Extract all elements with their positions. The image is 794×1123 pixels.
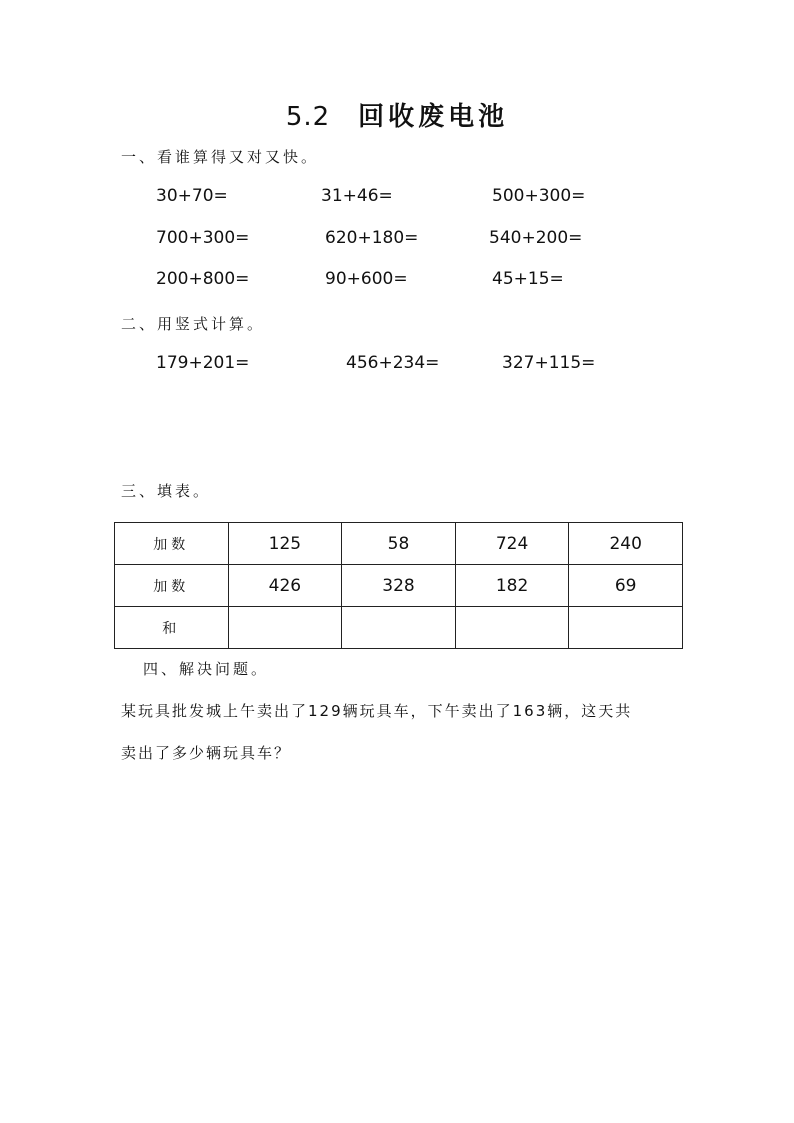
mental-math-item: 90+600= xyxy=(325,269,408,289)
addition-table xyxy=(114,522,683,649)
vertical-calc-item: 179+201= xyxy=(156,353,250,373)
table-cell: 69 xyxy=(569,565,683,607)
table-cell: 328 xyxy=(342,565,456,607)
section4-heading: 四、解决问题。 xyxy=(143,660,270,678)
mental-math-item: 30+70= xyxy=(156,186,228,206)
word-problem-line: 卖出了多少辆玩具车？ xyxy=(121,744,292,762)
section3-heading: 三、填表。 xyxy=(121,482,212,500)
table-cell: 58 xyxy=(342,523,456,565)
mental-math-item: 620+180= xyxy=(325,228,419,248)
row-label: 和 xyxy=(115,607,229,649)
table-row xyxy=(115,523,683,565)
mental-math-item: 540+200= xyxy=(489,228,583,248)
answer-cell xyxy=(228,607,342,649)
mental-math-item: 31+46= xyxy=(321,186,393,206)
lesson-number: 5.2 xyxy=(285,102,331,132)
answer-cell xyxy=(342,607,456,649)
lesson-name: 回收废电池 xyxy=(358,102,509,132)
table-cell: 182 xyxy=(455,565,569,607)
row-label: 加数 xyxy=(115,565,229,607)
answer-cell xyxy=(569,607,683,649)
page-title xyxy=(0,96,794,133)
table-row xyxy=(115,607,683,649)
word-problem-line: 某玩具批发城上午卖出了129辆玩具车，下午卖出了163辆，这天共 xyxy=(121,702,633,720)
mental-math-item: 500+300= xyxy=(492,186,586,206)
table-cell: 125 xyxy=(228,523,342,565)
section2-heading: 二、用竖式计算。 xyxy=(121,315,266,333)
table-cell: 240 xyxy=(569,523,683,565)
answer-cell xyxy=(455,607,569,649)
mental-math-item: 45+15= xyxy=(492,269,564,289)
row-label: 加数 xyxy=(115,523,229,565)
table-row xyxy=(115,565,683,607)
vertical-calc-item: 327+115= xyxy=(502,353,596,373)
table-cell: 724 xyxy=(455,523,569,565)
section1-heading: 一、看谁算得又对又快。 xyxy=(121,148,320,166)
mental-math-item: 200+800= xyxy=(156,269,250,289)
vertical-calc-item: 456+234= xyxy=(346,353,440,373)
table-cell: 426 xyxy=(228,565,342,607)
mental-math-item: 700+300= xyxy=(156,228,250,248)
